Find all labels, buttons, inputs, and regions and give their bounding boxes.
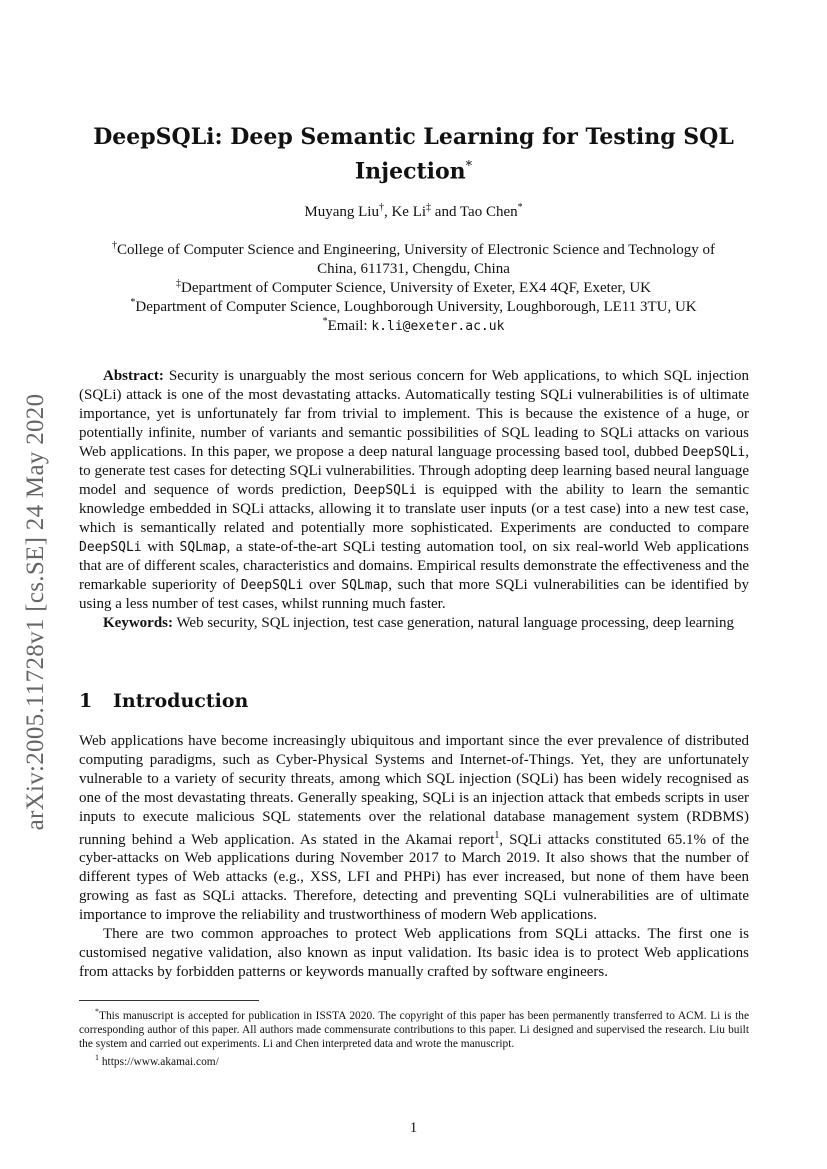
affiliation-mark: ‡ [176, 278, 182, 289]
abstract-text: Security is unarguably the most serious concern for Web applications, to which SQL injection (SQLi) attack is one of the most devastating attacks. Automatically testing SQLi vulnerabilities is of ultimate importance, yet is unfortunately far from trivial to implement. This is because the existence of a huge, or potentially infinite, number of variants and semantic possibilities of SQL leading to SQLi attacks on various Web applications. In this paper, we propose a deep natural language processing based tool, dubbed [79, 368, 749, 460]
affiliation-mark: * [130, 297, 136, 308]
author-liu: Muyang Liu [304, 204, 379, 220]
author-chen: and Tao Chen [431, 204, 518, 220]
footnote-mark: 1 [95, 1052, 99, 1062]
tool-name: DeepSQLi [354, 483, 417, 498]
footnote-manuscript [79, 1005, 749, 1051]
body-paragraph [79, 732, 749, 925]
tool-name: DeepSQLi [682, 445, 746, 460]
keywords-paragraph [79, 614, 749, 633]
affiliation-mark: † [111, 240, 117, 251]
body-text: There are two common approaches to protect Web applications from SQLi attacks. The first one is customised negative validation, also known as input validation. Its basic idea is to protect Web applications from attacks by forbidden patterns or keywords manually crafted by software engineers. [79, 926, 749, 980]
author-chen-mark: * [517, 202, 523, 213]
affiliation-text: China, 611731, Chengdu, China [317, 261, 510, 277]
footnote-rule [79, 1000, 259, 1001]
keywords-text: Web security, SQL injection, test case generation, natural language processing, deep learning [173, 615, 734, 631]
tool-name: SQLmap [341, 578, 389, 593]
affiliation-text: Department of Computer Science, University of Exeter, EX4 4QF, Exeter, UK [181, 280, 651, 296]
abstract-text: , such that more SQLi vulnerabilities can be identified by using a less number of test cases, whilst running much faster. [79, 577, 750, 612]
author-list [80, 202, 747, 221]
page-number: 1 [409, 1120, 418, 1136]
tool-name: DeepSQLi [79, 540, 142, 555]
title-line-2: Injection [354, 158, 466, 185]
abstract-text: with [141, 539, 180, 555]
affiliation-text: College of Computer Science and Engineering, University of Electronic Science and Technology of [116, 242, 716, 258]
author-li-mark: ‡ [426, 202, 432, 213]
title-footnote-mark: * [465, 159, 473, 174]
author-liu-mark: † [378, 202, 384, 213]
footnote-reference[interactable]: 1 [494, 829, 500, 841]
body-text: , SQLi attacks constituted 65.1% of the cyber-attacks on Web applications during November 2017 to March 2019. It also shows that the number of different types of Web attacks (e.g., XSS, LFI and PHPi) has ever increased, but none of them have been growing as fast as SQLi attacks. Therefore, detecting and preventing SQLi vulnerabilities are of ultimate importance to improve the reliability and trustworthiness of modern Web applications. [79, 831, 749, 924]
affiliation-email [80, 312, 747, 336]
abstract-text: , to generate test cases for detecting SQLi vulnerabilities. Through adopting deep learning based neural language model and sequence of words prediction, [79, 444, 749, 498]
section-heading [79, 690, 248, 712]
author-li: , Ke Li [383, 204, 427, 220]
abstract-text: over [303, 577, 342, 593]
tool-name: DeepSQLi [240, 578, 304, 593]
abstract-label: Abstract: [103, 368, 164, 384]
section-number: 1 [79, 690, 93, 712]
abstract-text: , a state-of-the-art SQLi testing automation tool, on six real-world Web applications that are of different scales, characteristics and domains. Empirical results demonstrate the effectiveness and the remarkable superiority of [79, 539, 749, 593]
body-paragraph [79, 925, 749, 982]
title-line-1: DeepSQLi: Deep Semantic Learning for Testing SQL [93, 124, 734, 150]
email-label: Email: [327, 318, 372, 334]
tool-name: SQLmap [179, 540, 227, 555]
abstract-paragraph [79, 367, 749, 614]
abstract-block [79, 367, 749, 633]
abstract-text: is equipped with the ability to learn the semantic knowledge embedded in SQLi attacks, allowing it to translate user inputs (or a test case) into a new test case, which is semantically related and potentially more sophisticated. Experiments are conducted to compare [79, 482, 750, 536]
footnote-text: This manuscript is accepted for publication in ISSTA 2020. The copyright of this paper has been permanently transferred to ACM. Li is the corresponding author of this paper. All authors made commensurate contributions to this paper. Li designed and supervised the research. Liu built the system and carried out experiments. Li and Chen interpreted data and wrote the manuscript. [79, 1009, 749, 1050]
affiliation-mark: * [322, 316, 328, 327]
email-address[interactable]: k.li@exeter.ac.uk [371, 319, 505, 334]
affiliation-uestc [80, 236, 747, 279]
footnote-akamai [79, 1051, 749, 1069]
section-title: Introduction [113, 690, 249, 712]
keywords-label: Keywords: [103, 615, 173, 631]
paper-title [80, 122, 747, 186]
arxiv-id-text: arXiv:2005.11728v1 [cs.SE] 24 May 2020 [22, 393, 49, 831]
introduction-body [79, 732, 749, 982]
affiliation-text: Department of Computer Science, Loughborough University, Loughborough, LE11 3TU, UK [135, 299, 697, 315]
footnote-mark: * [95, 1007, 99, 1016]
footnotes [79, 1005, 749, 1069]
footnote-url[interactable]: https://www.akamai.com/ [99, 1055, 219, 1068]
body-text: Web applications have become increasingly ubiquitous and important since the ever prevalence of distributed computing paradigms, such as Cyber-Physical Systems and Internet-of-Things. Yet, they are unfortunately vulnerable to a variety of security threats, among which SQL injection (SQLi) has been widely recognised as one of the most devastating threats. Generally speaking, SQLi is an injection attack that embeds scripts in user inputs to execute malicious SQL statements over the relational database management system (RDBMS) running behind a Web application. As stated in the Akamai report [79, 733, 749, 848]
